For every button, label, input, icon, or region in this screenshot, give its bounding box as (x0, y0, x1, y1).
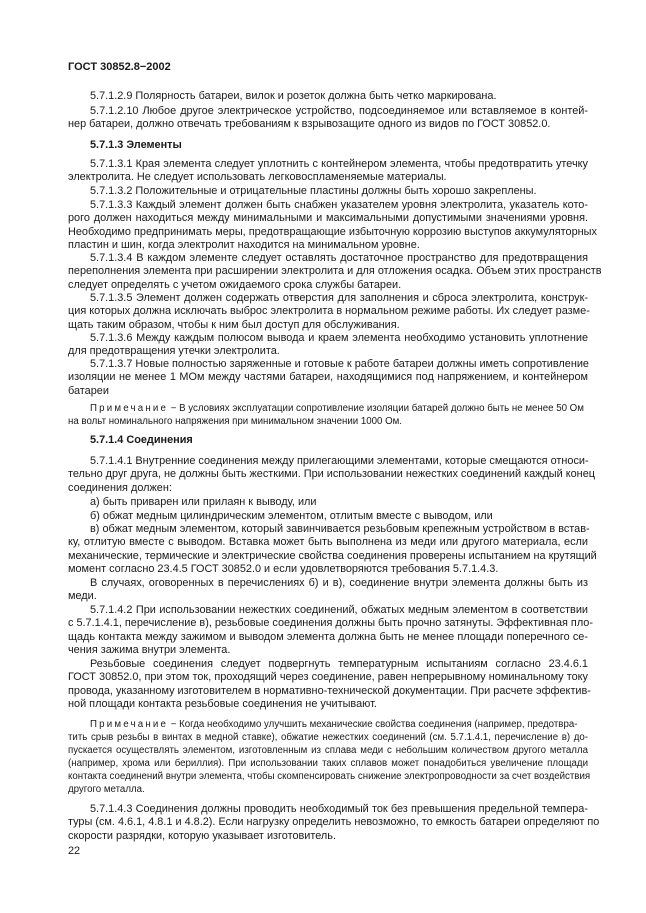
text-line: 5.7.1.4.1 Внутренние соединения между прилегающими элементами, которые смещаются относи- (90, 455, 589, 467)
paragraph-5-7-1-3-2 (68, 185, 588, 198)
note-text: − Когда необходимо улучшить механические свойства соединения (например, предотвра- (168, 719, 578, 730)
text-line: а) быть приварен или прилаян к выводу, или (90, 496, 317, 508)
paragraph-5-7-1-2-9 (68, 90, 588, 103)
text-line: изоляции не менее 1 МОм между частями батареи, находящимися под напряжением, и контейнером (68, 371, 588, 384)
text-line: с 5.7.1.4.1, перечисление в), резьбовые соединения должны быть прочно затянуты. Эффективная пло- (68, 617, 593, 630)
paragraph-5-7-1-3-4 (68, 252, 602, 292)
note-line (68, 718, 588, 731)
note-label: Примечание (90, 403, 169, 414)
text-line: 5.7.1.3.5 Элемент должен содержать отверстия для заполнения и сброса электролита, конструк- (90, 292, 588, 304)
text-line: скорости разрядки, которую указывает изготовитель. (68, 829, 336, 842)
text-line: ку, отлитую вместе с выводом. Вставка может быть выполнена из меди или другого материала, если (68, 536, 588, 549)
text-line: 5.7.1.3.6 Между каждым полюсом вывода и краем элемента необходимо установить уплотнение (90, 332, 588, 344)
text-line: пластин и шин, когда электролит находится на минимальном уровне. (68, 239, 420, 252)
note-line: другого металла. (68, 784, 145, 795)
text-line: 5.7.1.3.2 Положительные и отрицательные пластины должны быть хорошо закреплены. (90, 185, 537, 197)
text-line: туры (см. 4.6.1, 4.8.1 и 4.8.2). Если нагрузку определить невозможно, то емкость батареи определяют по (68, 816, 600, 829)
paragraph-5-7-1-4-3 (68, 803, 600, 843)
page-number: 22 (68, 845, 81, 857)
note-line (68, 402, 588, 415)
text-line: батареи (68, 384, 109, 397)
text-line: 5.7.1.3.7 Новые полностью заряженные и готовые к работе батареи должны иметь сопротивление (90, 358, 589, 370)
paragraph-thread-connections (68, 658, 591, 712)
paragraph-cases (68, 577, 588, 604)
paragraph-5-7-1-3-1 (68, 158, 588, 185)
text-line: ция которых должна исключать выброс электролита в нормальном режиме работы. Их следует разме- (68, 305, 590, 318)
text-line: 5.7.1.2.10 Любое другое электрическое устройство, подсоединяемое или вставляемое в контей- (90, 105, 588, 117)
text-line: провода, указанному изготовителем в нормативно-технической документации. При расчете эффектив- (68, 684, 591, 697)
list-item-c (68, 523, 597, 577)
text-line: меди. (68, 590, 97, 603)
note-line: на вольт номинального напряжения при минимальном значении 1000 Ом. (68, 416, 402, 427)
text-line: для предотвращения утечки электролита. (68, 345, 280, 358)
text-line: Необходимо предпринимать меры, предотвращающие избыточную коррозию выступов аккумуляторных (68, 225, 597, 238)
paragraph-5-7-1-3-7 (68, 358, 588, 398)
note-line: пускается осуществлять элементом, изготовленным из сплава меди с небольшим количеством другого металла (68, 745, 588, 756)
text-line: 5.7.1.3.3 Каждый элемент должен быть снабжен указателем уровня электролита, указатель кото- (90, 199, 588, 211)
paragraph-5-7-1-3-3 (68, 199, 597, 253)
text-line: ной площади контакта резьбовые соединения не учитывают. (68, 698, 377, 711)
note-line: (например, хрома или бериллия). При использовании таких сплавов может понадобиться увеличение площади (68, 758, 588, 769)
text-line: чения зажима внутри элемента. (68, 644, 231, 657)
note-connections (68, 718, 591, 796)
text-line: тельно друг друга, не должны быть жесткими. При использовании нежестких соединений каждый конец (68, 468, 595, 481)
text-line: нер батареи, должно отвечать требованиям к взрывозащите одного из видов по ГОСТ 30852.0. (68, 118, 551, 131)
text-line: рого должен находиться между минимальными и максимальными допустимыми значениями уровня. (68, 212, 588, 225)
section-heading-elements: 5.7.1.3 Элементы (90, 139, 182, 151)
note-label: Примечание (90, 719, 169, 730)
text-line: электролита. Не следует использовать легковоспламеняемые материалы. (68, 171, 447, 184)
text-line: Резьбовые соединения следует подвергнуть температурным испытаниям согласно 23.4.6.1 (90, 658, 588, 670)
text-line: 5.7.1.4.2 При использовании нежестких соединений, обжатых медным элементом в соответствии (90, 604, 588, 616)
text-line: щадь контакта между зажимом и выводом элемента должна быть не менее площади поперечного се- (68, 630, 588, 643)
list-item-b (68, 510, 588, 523)
paragraph-5-7-1-4-1 (68, 455, 595, 495)
list-item-a (68, 496, 588, 509)
text-line: щать таким образом, чтобы к ним был доступ для обслуживания. (68, 318, 400, 331)
paragraph-5-7-1-4-2 (68, 604, 593, 658)
paragraph-5-7-1-2-10 (68, 105, 588, 132)
text-line: момент согласно 23.4.5 ГОСТ 30852.0 и если удовлетворяются требования 5.7.1.4.3. (68, 563, 499, 576)
text-line: в) обжат медным элементом, который завинчивается резьбовым крепежным устройством в встав- (90, 523, 590, 535)
note-text: − В условиях эксплуатации сопротивление изоляции батарей должно быть не менее 50 Ом (168, 403, 584, 414)
section-heading-connections: 5.7.1.4 Соединения (90, 434, 193, 446)
text-line: переполнения элемента при расширении электролита и для отложения осадка. Объем этих пространств (68, 265, 602, 278)
note-line: контакта соединений внутри элемента, чтобы скомпенсировать снижение электропроводности за счет воздействия (68, 771, 591, 782)
text-line: б) обжат медным цилиндрическим элементом, отлитым вместе с выводом, или (90, 510, 493, 522)
note-line: тить срыв резьбы в винтах в медной ставке), обжатие нежестких соединений (см. 5.7.1.4.1, перечисление в) до- (68, 732, 588, 743)
text-line: В случаях, оговоренных в перечислениях б) и в), соединение внутри элемента должны быть из (90, 577, 588, 589)
note-insulation (68, 402, 588, 428)
text-line: 5.7.1.3.1 Края элемента следует уплотнить с контейнером элемента, чтобы предотвратить утечку (90, 158, 588, 170)
text-line: 5.7.1.4.3 Соединения должны проводить необходимый ток без превышения предельной темпера- (90, 803, 588, 815)
text-line: соединения должен: (68, 481, 172, 494)
text-line: 5.7.1.2.9 Полярность батареи, вилок и розеток должна быть четко маркирована. (90, 90, 497, 102)
paragraph-5-7-1-3-6 (68, 332, 588, 359)
text-line: 5.7.1.3.4 В каждом элементе следует оставлять достаточное пространство для предотвращения (90, 252, 588, 264)
text-line: механические, термические и электрические свойства соединения проверены испытанием на крутящий (68, 549, 597, 562)
paragraph-5-7-1-3-5 (68, 292, 588, 332)
text-line: следует определять с учетом ожидаемого срока службы батареи. (68, 278, 402, 291)
text-line: ГОСТ 30852.0, при этом ток, проходящий через соединение, равен непрерывному номинальному току (68, 671, 588, 684)
document-header: ГОСТ 30852.8−2002 (68, 61, 171, 73)
